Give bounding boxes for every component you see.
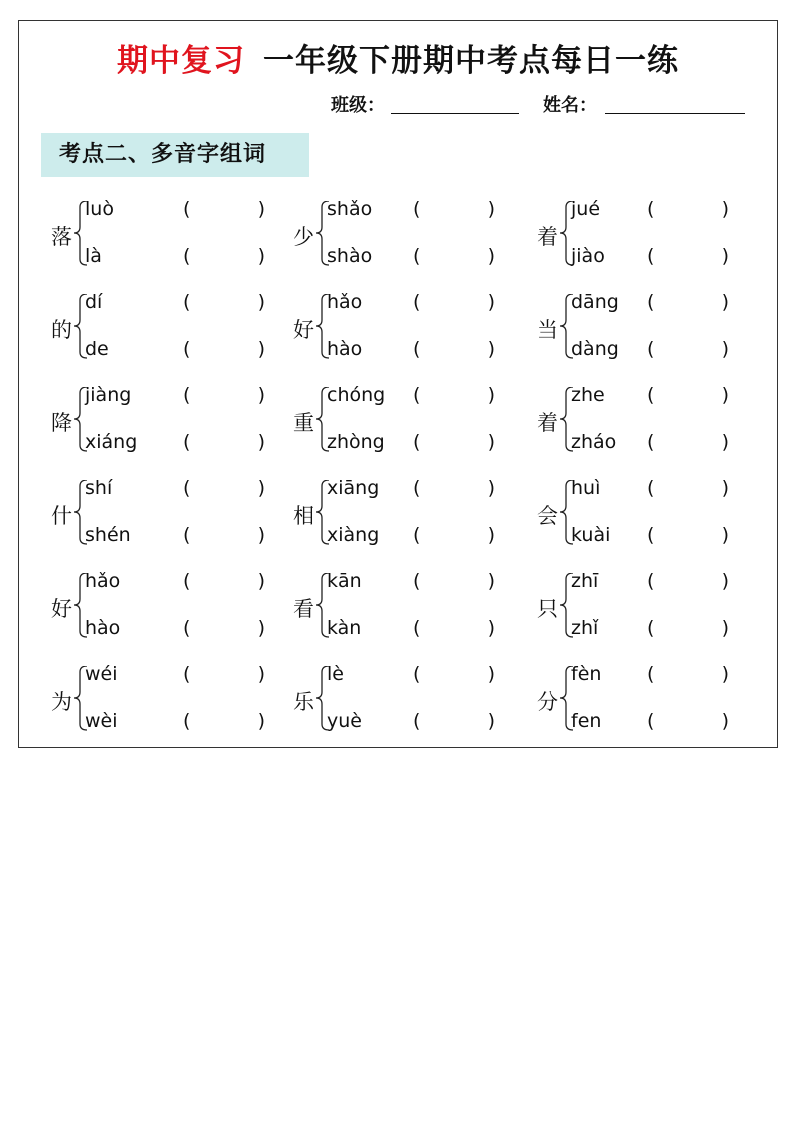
pinyin-reading: jiào [571, 245, 605, 267]
polyphone-item [51, 476, 281, 560]
polyphone-item [537, 290, 767, 374]
title-main: 一年级下册期中考点每日一练 [263, 43, 679, 79]
pinyin-reading: shǎo [327, 198, 373, 220]
polyphone-item [293, 476, 523, 560]
pinyin-reading: shí [85, 477, 113, 499]
open-paren: ( [413, 384, 421, 406]
polyphone-item [293, 662, 523, 746]
pinyin-reading: xiāng [327, 477, 380, 499]
polyphone-item [537, 476, 767, 560]
polyphone-item [537, 383, 767, 467]
open-paren: ( [647, 524, 655, 546]
close-paren: ) [487, 431, 495, 453]
polyphone-char: 少 [293, 225, 314, 249]
close-paren: ) [257, 291, 265, 313]
pinyin-reading: shào [327, 245, 373, 267]
polyphone-char: 好 [293, 318, 314, 342]
open-paren: ( [183, 338, 191, 360]
pinyin-reading: de [85, 338, 109, 360]
pinyin-reading: wéi [85, 663, 118, 685]
polyphone-char: 看 [293, 597, 314, 621]
close-paren: ) [721, 338, 729, 360]
name-field [543, 91, 597, 117]
pinyin-reading: kàn [327, 617, 362, 639]
close-paren: ) [721, 245, 729, 267]
open-paren: ( [413, 245, 421, 267]
open-paren: ( [183, 710, 191, 732]
polyphone-char: 只 [537, 597, 558, 621]
worksheet-frame [18, 20, 778, 748]
pinyin-reading: hǎo [327, 291, 363, 313]
open-paren: ( [647, 477, 655, 499]
pinyin-reading: dàng [571, 338, 619, 360]
open-paren: ( [647, 198, 655, 220]
close-paren: ) [721, 384, 729, 406]
close-paren: ) [257, 710, 265, 732]
polyphone-char: 当 [537, 318, 558, 342]
close-paren: ) [257, 663, 265, 685]
polyphone-char: 分 [537, 690, 558, 714]
open-paren: ( [647, 710, 655, 732]
open-paren: ( [183, 663, 191, 685]
close-paren: ) [487, 710, 495, 732]
open-paren: ( [413, 663, 421, 685]
close-paren: ) [721, 477, 729, 499]
close-paren: ) [257, 477, 265, 499]
polyphone-item [51, 197, 281, 281]
section-banner: 考点二、多音字组词 [41, 133, 309, 177]
close-paren: ) [721, 570, 729, 592]
open-paren: ( [413, 570, 421, 592]
open-paren: ( [413, 617, 421, 639]
pinyin-reading: xiàng [327, 524, 380, 546]
pinyin-reading: zhǐ [571, 617, 599, 639]
open-paren: ( [413, 524, 421, 546]
close-paren: ) [257, 570, 265, 592]
close-paren: ) [487, 663, 495, 685]
open-paren: ( [413, 710, 421, 732]
close-paren: ) [487, 477, 495, 499]
polyphone-char: 着 [537, 225, 558, 249]
pinyin-reading: dí [85, 291, 103, 313]
close-paren: ) [257, 338, 265, 360]
polyphone-char: 好 [51, 597, 72, 621]
pinyin-reading: là [85, 245, 102, 267]
polyphone-char: 乐 [293, 690, 314, 714]
open-paren: ( [647, 431, 655, 453]
pinyin-reading: huì [571, 477, 601, 499]
open-paren: ( [183, 431, 191, 453]
polyphone-char: 重 [293, 411, 314, 435]
close-paren: ) [487, 291, 495, 313]
open-paren: ( [413, 198, 421, 220]
open-paren: ( [413, 338, 421, 360]
open-paren: ( [183, 570, 191, 592]
polyphone-item [293, 290, 523, 374]
pinyin-reading: luò [85, 198, 114, 220]
pinyin-reading: jué [571, 198, 601, 220]
pinyin-reading: kuài [571, 524, 611, 546]
polyphone-item [51, 290, 281, 374]
close-paren: ) [721, 198, 729, 220]
open-paren: ( [183, 245, 191, 267]
pinyin-reading: zhe [571, 384, 605, 406]
open-paren: ( [183, 617, 191, 639]
pinyin-reading: dāng [571, 291, 619, 313]
polyphone-item [51, 383, 281, 467]
class-blank-line[interactable] [391, 113, 519, 114]
pinyin-reading: zhòng [327, 431, 385, 453]
close-paren: ) [721, 524, 729, 546]
open-paren: ( [647, 338, 655, 360]
close-paren: ) [257, 198, 265, 220]
open-paren: ( [183, 198, 191, 220]
open-paren: ( [183, 291, 191, 313]
close-paren: ) [487, 384, 495, 406]
polyphone-item [51, 662, 281, 746]
open-paren: ( [647, 617, 655, 639]
polyphone-char: 为 [51, 690, 72, 714]
close-paren: ) [721, 431, 729, 453]
pinyin-reading: kān [327, 570, 362, 592]
pinyin-reading: fen [571, 710, 602, 732]
close-paren: ) [487, 245, 495, 267]
polyphone-char: 会 [537, 504, 558, 528]
close-paren: ) [721, 663, 729, 685]
polyphone-item [537, 569, 767, 653]
polyphone-item [51, 569, 281, 653]
title-highlight: 期中复习 [117, 43, 245, 79]
pinyin-reading: hào [85, 617, 121, 639]
pinyin-reading: fèn [571, 663, 602, 685]
close-paren: ) [487, 617, 495, 639]
close-paren: ) [721, 617, 729, 639]
pinyin-reading: xiáng [85, 431, 138, 453]
open-paren: ( [647, 384, 655, 406]
polyphone-char: 什 [51, 504, 72, 528]
close-paren: ) [487, 570, 495, 592]
polyphone-item [537, 197, 767, 281]
name-label: 姓名： [543, 95, 597, 116]
pinyin-reading: jiàng [85, 384, 132, 406]
polyphone-char: 着 [537, 411, 558, 435]
polyphone-item [293, 569, 523, 653]
open-paren: ( [413, 477, 421, 499]
open-paren: ( [647, 570, 655, 592]
open-paren: ( [647, 663, 655, 685]
open-paren: ( [647, 291, 655, 313]
pinyin-reading: zháo [571, 431, 617, 453]
open-paren: ( [413, 291, 421, 313]
open-paren: ( [413, 431, 421, 453]
close-paren: ) [257, 524, 265, 546]
page-title [19, 35, 777, 80]
polyphone-char: 降 [51, 411, 72, 435]
polyphone-item [293, 197, 523, 281]
name-blank-line[interactable] [605, 113, 745, 114]
pinyin-reading: wèi [85, 710, 118, 732]
close-paren: ) [721, 291, 729, 313]
close-paren: ) [487, 338, 495, 360]
close-paren: ) [487, 198, 495, 220]
close-paren: ) [721, 710, 729, 732]
polyphone-item [537, 662, 767, 746]
open-paren: ( [647, 245, 655, 267]
pinyin-reading: yuè [327, 710, 362, 732]
pinyin-reading: lè [327, 663, 344, 685]
class-label: 班级： [331, 95, 385, 116]
polyphone-item [293, 383, 523, 467]
pinyin-reading: hǎo [85, 570, 121, 592]
pinyin-reading: zhī [571, 570, 599, 592]
class-field [331, 91, 385, 117]
open-paren: ( [183, 524, 191, 546]
close-paren: ) [487, 524, 495, 546]
pinyin-reading: chóng [327, 384, 386, 406]
close-paren: ) [257, 617, 265, 639]
close-paren: ) [257, 431, 265, 453]
close-paren: ) [257, 384, 265, 406]
pinyin-reading: shén [85, 524, 131, 546]
polyphone-char: 的 [51, 318, 72, 342]
open-paren: ( [183, 477, 191, 499]
pinyin-reading: hào [327, 338, 363, 360]
polyphone-char: 落 [51, 225, 72, 249]
open-paren: ( [183, 384, 191, 406]
close-paren: ) [257, 245, 265, 267]
polyphone-char: 相 [293, 504, 314, 528]
